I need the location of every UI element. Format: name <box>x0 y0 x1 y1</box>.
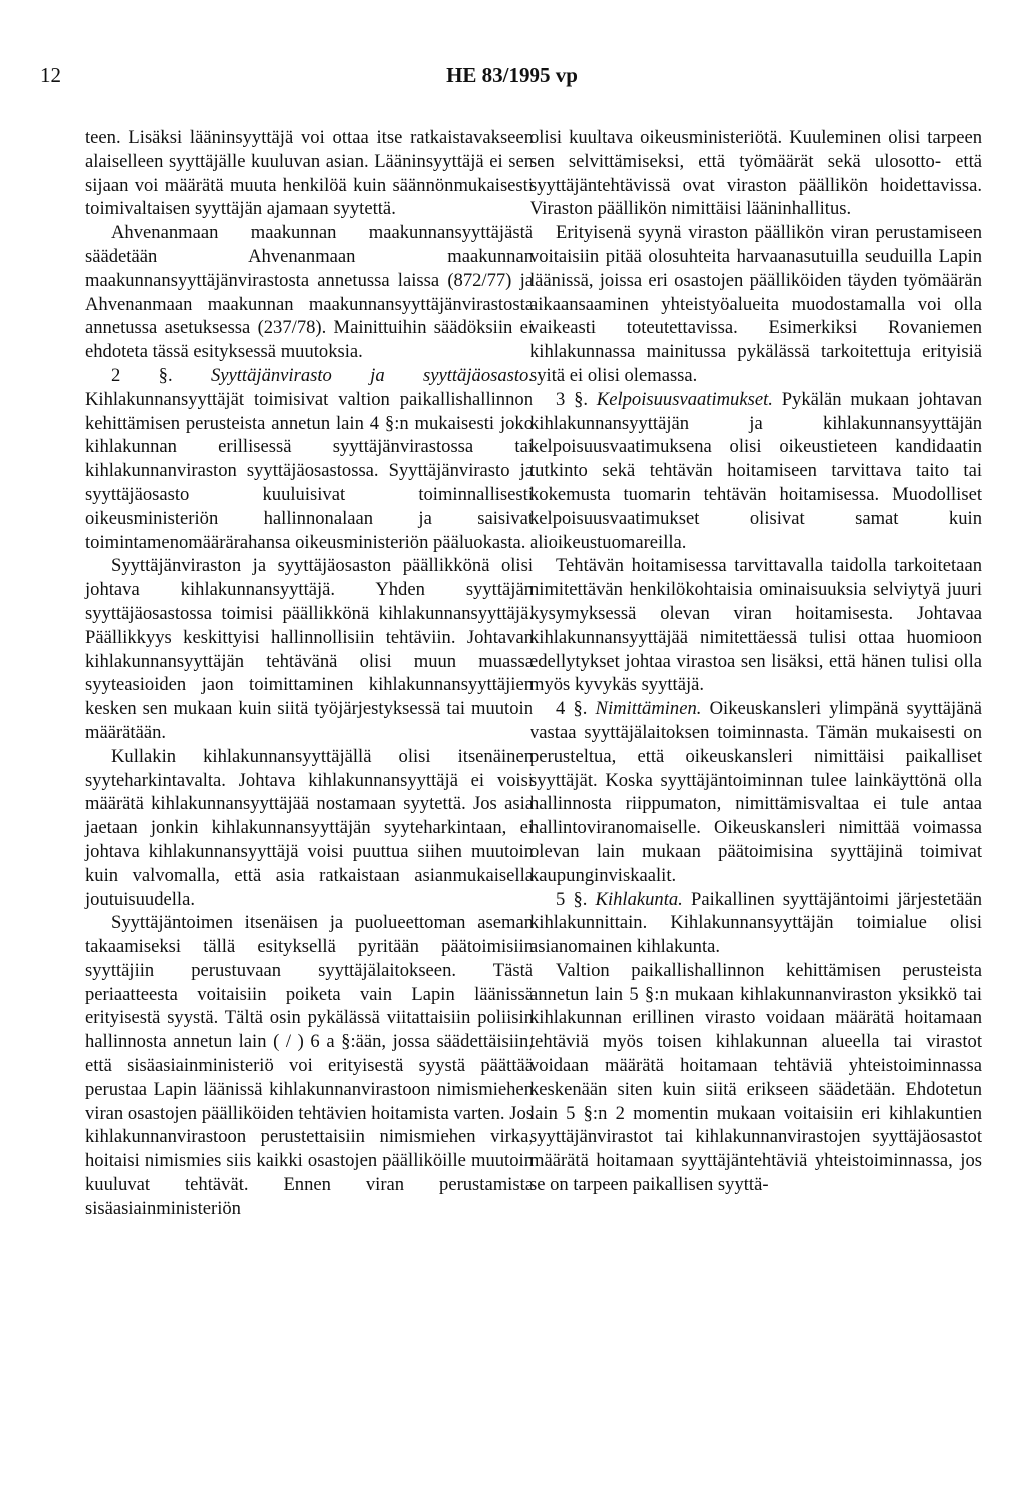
section-title: Kelpoisuusvaatimukset. <box>596 388 773 410</box>
right-column <box>530 126 982 1197</box>
section-body: Kihlakunnansyyttäjät toimisivat valtion paikallishallinnon kehittämisen perusteista annetun lain 4 §:n mukaisesti joko kihlakunnan erillisessä syyttäjänvirastossa tai kihlakunnanviraston syyttäjäosastossa. Syyttäjänvirasto ja syyttäjäosasto kuuluisivat toiminnallisesti oikeusministeriön hallinnonalaan ja saisivat toimintamenomäärärahansa oikeusministeriön pääluokasta. <box>85 388 533 553</box>
document-id: HE 83/1995 vp <box>446 63 578 87</box>
section-paragraph <box>85 364 533 554</box>
section-paragraph <box>530 888 982 959</box>
paragraph: Syyttäjäntoimen itsenäisen ja puolueettoman aseman takaamiseksi tällä esityksellä pyritään päätoimisiin syyttäjiin perustuvaan syyttäjälaitokseen. Tästä periaatteesta voitaisiin poiketa vain Lapin läänissä erityisestä syystä. Tältä osin pykälässä viitattaisiin poliisin hallinnosta annetun lain ( / ) 6 a §:ään, jossa säädettäisiin, että sisäasiainministeriö voi erityisestä syystä päättää perustaa Lapin läänissä kihlakunnanvirastoon nimismiehen viran osastojen päälliköiden tehtävien hoitamista varten. Jos kihlakunnanvirastoon perustettaisiin nimismiehen virka, hoitaisi nimismies siis kaikki osastojen päälliköille muutoin kuuluvat tehtävät. Ennen viran perustamista sisäasiainministeriön <box>85 912 533 1219</box>
paragraph: olisi kuultava oikeusministeriötä. Kuuleminen olisi tarpeen sen selvittämiseksi, että työmäärät sekä ulosotto- että syyttäjäntehtävissä ovat viraston päällikön hoidettavissa. Viraston päällikön nimittäisi lääninhallitus. <box>530 127 982 220</box>
section-title: Nimittäminen. <box>595 698 702 720</box>
section-number: 3 §. <box>556 388 589 410</box>
section-number: 4 §. <box>556 698 588 720</box>
left-column <box>85 126 533 1221</box>
section-paragraph <box>530 697 982 887</box>
section-body: Paikallinen syyttäjäntoimi järjestetään kihlakunnittain. Kihlakunnansyyttäjän toimialue olisi asianomainen kihlakunta. <box>530 888 982 958</box>
section-title: Kihlakunta. <box>595 888 683 910</box>
section-body: Oikeuskansleri ylimpänä syyttäjänä vastaa syyttäjälaitoksen toiminnasta. Tämän mukaisesti on perusteltua, että oikeuskansleri nimittäisi paikalliset syyttäjät. Koska syyttäjäntoiminnan tulee lainkäyttönä olla hallinnosta riippumaton, nimittämisvaltaa ei tule antaa hallintoviranomaiselle. Oikeuskansleri nimittää voimassa olevan lain mukaan päätoimisina syyttäjinä toimivat kaupunginviskaalit. <box>530 698 982 886</box>
section-number: 2 §. <box>111 364 173 386</box>
paragraph: Syyttäjänviraston ja syyttäjäosaston päällikkönä olisi johtava kihlakunnansyyttäjä. Yhden syyttäjän syyttäjäosastossa toimisi päällikkönä kihlakunnansyyttäjä. Päällikkyys keskittyisi hallinnollisiin tehtäviin. Johtavan kihlakunnansyyttäjän tehtävänä olisi muun muassa syyteasioiden jaon toimittaminen kihlakunnansyyttäjien kesken sen mukaan kuin siitä työjärjestyksessä tai muutoin määrätään. <box>85 555 533 743</box>
section-paragraph <box>530 388 982 555</box>
paragraph: teen. Lisäksi lääninsyyttäjä voi ottaa itse ratkaistavakseen alaiselleen syyttäjälle kuuluvan asian. Lääninsyyttäjä ei sen sijaan voi määrätä muuta henkilöä kuin säännönmukaisesti toimivaltaisen syyttäjän ajamaan syytettä. <box>85 127 533 220</box>
section-body: Pykälän mukaan johtavan kihlakunnansyyttäjän ja kihlakunnansyyttäjän kelpoisuusvaatimuksena olisi oikeustieteen kandidaatin tutkinto sekä tehtävän hoitamiseen tarvittava taito tai kokemusta tuomarin tehtävän hoitamisessa. Muodolliset kelpoisuusvaatimukset olisivat samat kuin alioikeustuomareilla. <box>530 388 983 553</box>
paragraph: Valtion paikallishallinnon kehittämisen perusteista annetun lain 5 §:n mukaan kihlakunnanviraston yksikkö tai kihlakunnan erillinen virasto voidaan määrätä hoitamaan tehtäviä myös toisen kihlakunnan alueella tai virastot voidaan määrätä hoitamaan tehtäviä yhteistoiminnassa keskenään siten kuin siitä erikseen säädetään. Ehdotetun lain 5 §:n 2 momentin mukaan voitaisiin eri kihlakuntien syyttäjänvirastot tai kihlakunnanvirastojen syyttäjäosastot määrätä hoitamaan syyttäjäntehtäviä yhteistoiminnassa, jos se on tarpeen paikallisen syyttä- <box>530 959 982 1196</box>
paragraph: Erityisenä syynä viraston päällikön viran perustamiseen voitaisiin pitää olosuhteita harvaanasutuilla seuduilla Lapin läänissä, joissa eri osastojen päälliköiden täyden työmäärän aikaansaaminen yhteistyöalueita muodostamalla voi olla vaikeasti toteutettavissa. Esimerkiksi Rovaniemen kihlakunnassa mainitussa pykälässä tarkoitettuja erityisiä syitä ei olisi olemassa. <box>530 222 982 386</box>
paragraph: Ahvenanmaan maakunnan maakunnansyyttäjästä säädetään Ahvenanmaan maakunnan maakunnansyyttäjänvirastosta annetussa laissa (872/77) ja Ahvenanmaan maakunnan maakunnansyyttäjänvirastosta annetussa asetuksessa (237/78). Mainittuihin säädöksiin ei ehdoteta tässä esityksessä muutoksia. <box>85 222 533 363</box>
section-title: Syyttäjänvirasto ja syyttäjäosasto. <box>210 364 533 386</box>
page-number: 12 <box>40 63 61 87</box>
paragraph: Tehtävän hoitamisessa tarvittavalla taidolla tarkoitetaan nimitettävän henkilökohtaisia ominaisuuksia selviytyä juuri kysymyksessä olevan viran hoitamisesta. Johtavaa kihlakunnansyyttäjää nimitettäessä tulisi ottaa huomioon edellytykset johtaa virastoa sen lisäksi, että hänen tulisi olla myös kyvykäs syyttäjä. <box>530 555 982 696</box>
paragraph: Kullakin kihlakunnansyyttäjällä olisi itsenäinen syyteharkintavalta. Johtava kihlakunnansyyttäjä ei voisi määrätä kihlakunnansyyttäjää nostamaan syytettä. Jos asia jaetaan jonkin kihlakunnansyyttäjän syyteharkintaan, ei johtava kihlakunnansyyttäjä voisi puuttua siihen muutoin kuin valvomalla, että asia ratkaistaan asianmukaisella joutuisuudella. <box>85 745 533 910</box>
section-number: 5 §. <box>556 888 588 910</box>
